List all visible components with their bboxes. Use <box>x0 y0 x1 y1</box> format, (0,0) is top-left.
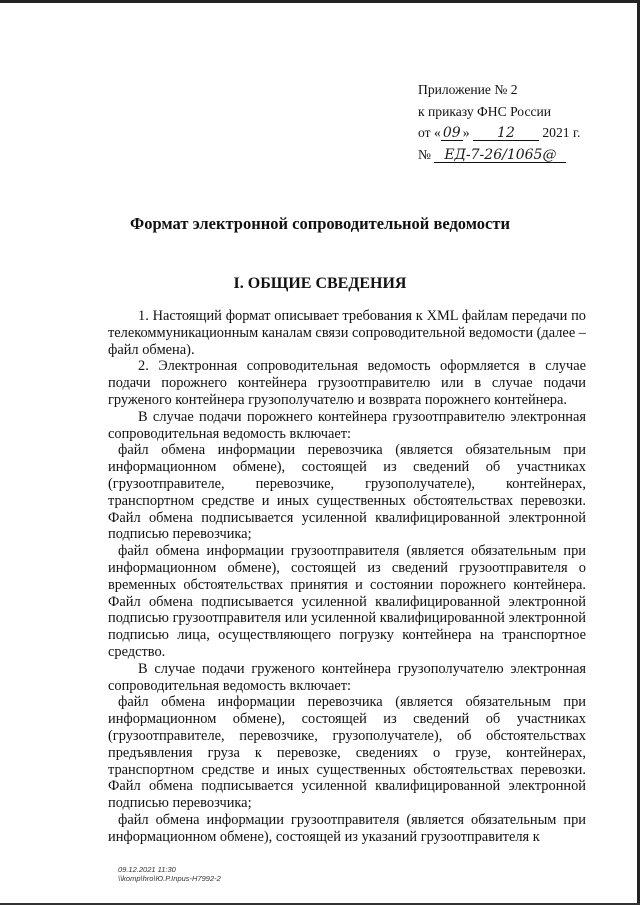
paragraph: 2. Электронная сопроводительная ведомость оформляется в случае подачи порожнего контейнера грузоотправителю или в случае подачи груженого контейнера грузополучателю и возврата порожнего контейнера. <box>108 358 586 408</box>
paragraph: файл обмена информации перевозчика (является обязательным при информационном обмене), состоящей из сведений об участниках (грузоотправителе, перевозчике, грузополучателе), контейнерах, транспортном средстве и иных существенных обстоятельствах перевозки. Файл обмена подписывается усиленной квалифицированной электронной подписью перевозчика; <box>108 442 586 543</box>
appendix-number <box>418 144 580 166</box>
appendix-line-1: Приложение № 2 <box>418 82 518 97</box>
paragraph: файл обмена информации грузоотправителя (является обязательным при информационном обмене), состоящей из указаний грузоотправителя к <box>108 811 586 845</box>
paragraph: В случае подачи груженого контейнера грузополучателю электронная сопроводительная ведомость включает: <box>108 660 586 694</box>
appendix-line-2: к приказу ФНС России <box>418 103 552 119</box>
document-body <box>108 308 586 846</box>
date-mid: » <box>462 125 470 140</box>
date-day: 09 <box>441 126 463 141</box>
paragraph: В случае подачи порожнего контейнера грузоотправителю электронная сопроводительная ведомость включает: <box>108 408 586 442</box>
scan-border-top <box>0 0 640 3</box>
date-month: 12 <box>473 126 539 141</box>
stamp-line-2: \\komp\hro\Ю.Р.Inpus-H7992-2 <box>118 874 221 883</box>
appendix-date <box>418 122 580 144</box>
paragraph: файл обмена информации грузоотправителя (является обязательным при информационном обмене), состоящей из сведений грузоотправителя о временных обстоятельствах принятия и состоянии порожнего контейнера. Файл обмена подписывается усиленной квалифицированной электронной подписью грузоотправителя или усиленной квалифицированной электронной подписью лица, осуществляющего погрузку контейнера на транспортное средство. <box>108 543 586 660</box>
date-year: 2021 г. <box>542 125 581 140</box>
stamp-line-1: 09.12.2021 11:30 <box>118 865 176 874</box>
date-prefix: от « <box>418 125 441 140</box>
order-number: ЕД-7-26/1065@ <box>434 148 566 163</box>
document-title: Формат электронной сопроводительной ведомости <box>130 214 510 233</box>
section-heading: I. ОБЩИЕ СВЕДЕНИЯ <box>233 275 407 292</box>
appendix-block <box>418 79 580 165</box>
print-stamp <box>118 865 221 883</box>
paragraph: файл обмена информации перевозчика (является обязательным при информационном обмене), состоящей из сведений об участниках (грузоотправителе, перевозчике, грузополучателе), об обстоятельствах предъявления груза к перевозке, сведениях о грузе, контейнерах, транспортном средстве и иных существенных обстоятельствах перевозки. Файл обмена подписывается усиленной квалифицированной электронной подписью перевозчика; <box>108 694 586 812</box>
number-prefix: № <box>418 146 431 162</box>
paragraph: 1. Настоящий формат описывает требования к XML файлам передачи по телекоммуникационным каналам связи сопроводительной ведомости (далее – файл обмена). <box>108 308 586 358</box>
